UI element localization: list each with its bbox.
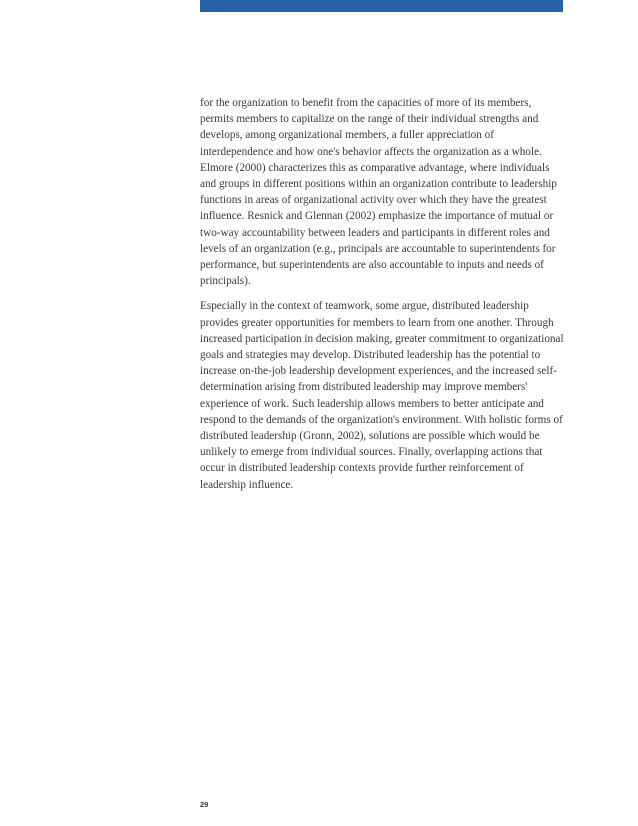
body-text (200, 95, 565, 502)
paragraph-1: for the organization to benefit from the capacities of more of its members, permits members to capitalize on the range of their individual strengths and develops, among organizational members, a fuller appreciation of interdependence and how one's behavior affects the organization as a whole. Elmore (2000) characterizes this as comparative advantage, where individuals and groups in different positions within an organization contribute to leadership functions in areas of organizational activity over which they have the greatest influence. Resnick and Glennan (2002) emphasize the importance of mutual or two-way accountability between leaders and participants in different roles and levels of an organization (e.g., principals are accountable to superintendents for performance, but superintendents are also accountable to inputs and needs of principals). (200, 97, 557, 288)
header-accent-bar (200, 0, 563, 12)
page-number: 29 (200, 800, 209, 809)
paragraph-2: Especially in the context of teamwork, some argue, distributed leadership provides greater opportunities for members to learn from one another. Through increased participation in decision making, greater commitment to organizational goals and strategies may develop. Distributed leadership has the potential to increase on-the-job leadership development experiences, and the increased self-determination arising from distributed leadership may improve members' experience of work. Such leadership allows members to better anticipate and respond to the demands of the organization's environment. With holistic forms of distributed leadership (Gronn, 2002), solutions are possible which would be unlikely to emerge from individual sources. Finally, overlapping actions that occur in distributed leadership contexts provide further reinforcement of leadership influence. (200, 300, 564, 491)
